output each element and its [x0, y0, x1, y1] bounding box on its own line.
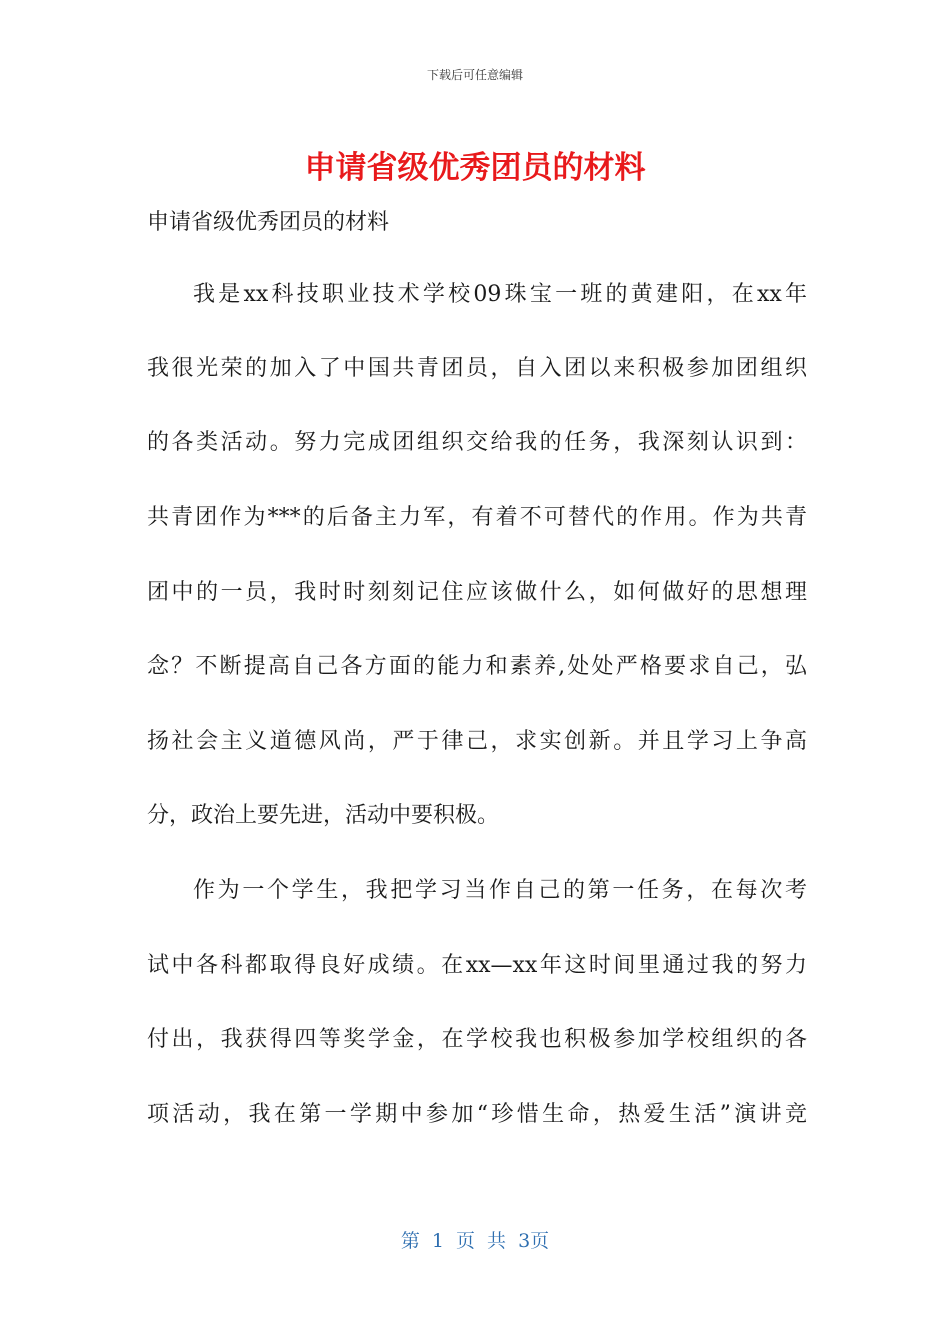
paragraph-2-line: 试中各科都取得良好成绩。在xx—xx年这时间里通过我的努力	[147, 953, 807, 978]
paragraph-1-line: 分，政治上要先进，活动中要积极。	[147, 803, 500, 828]
paragraph-1-line: 的各类活动。努力完成团组织交给我的任务，我深刻认识到：	[147, 430, 807, 455]
paragraph-2-line: 项活动，我在第一学期中参加“珍惜生命，热爱生活”演讲竞	[147, 1102, 807, 1127]
paragraph-2-line: 付出，我获得四等奖学金，在学校我也积极参加学校组织的各	[147, 1027, 807, 1052]
paragraph-2-line: 作为一个学生，我把学习当作自己的第一任务，在每次考	[193, 878, 807, 903]
paragraph-1-line: 团中的一员，我时时刻刻记住应该做什么，如何做好的思想理	[147, 580, 807, 605]
paragraph-1-line: 念？不断提高自己各方面的能力和素养,处处严格要求自己，弘	[147, 654, 807, 679]
paragraph-1-line: 我是xx科技职业技术学校09珠宝一班的黄建阳，在xx年	[193, 282, 807, 307]
page-footer: 第 1 页 共 3页	[400, 1230, 550, 1252]
paragraph-1-line: 扬社会主义道德风尚，严于律己，求实创新。并且学习上争高	[147, 729, 807, 754]
paragraph-1-line: 共青团作为***的后备主力军，有着不可替代的作用。作为共青	[147, 505, 807, 530]
paragraph-1-line: 我很光荣的加入了中国共青团员，自入团以来积极参加团组织	[147, 356, 807, 381]
header-note: 下载后可任意编辑	[426, 68, 523, 82]
document-title: 申请省级优秀团员的材料	[304, 150, 646, 186]
document-subtitle: 申请省级优秀团员的材料	[147, 210, 390, 235]
